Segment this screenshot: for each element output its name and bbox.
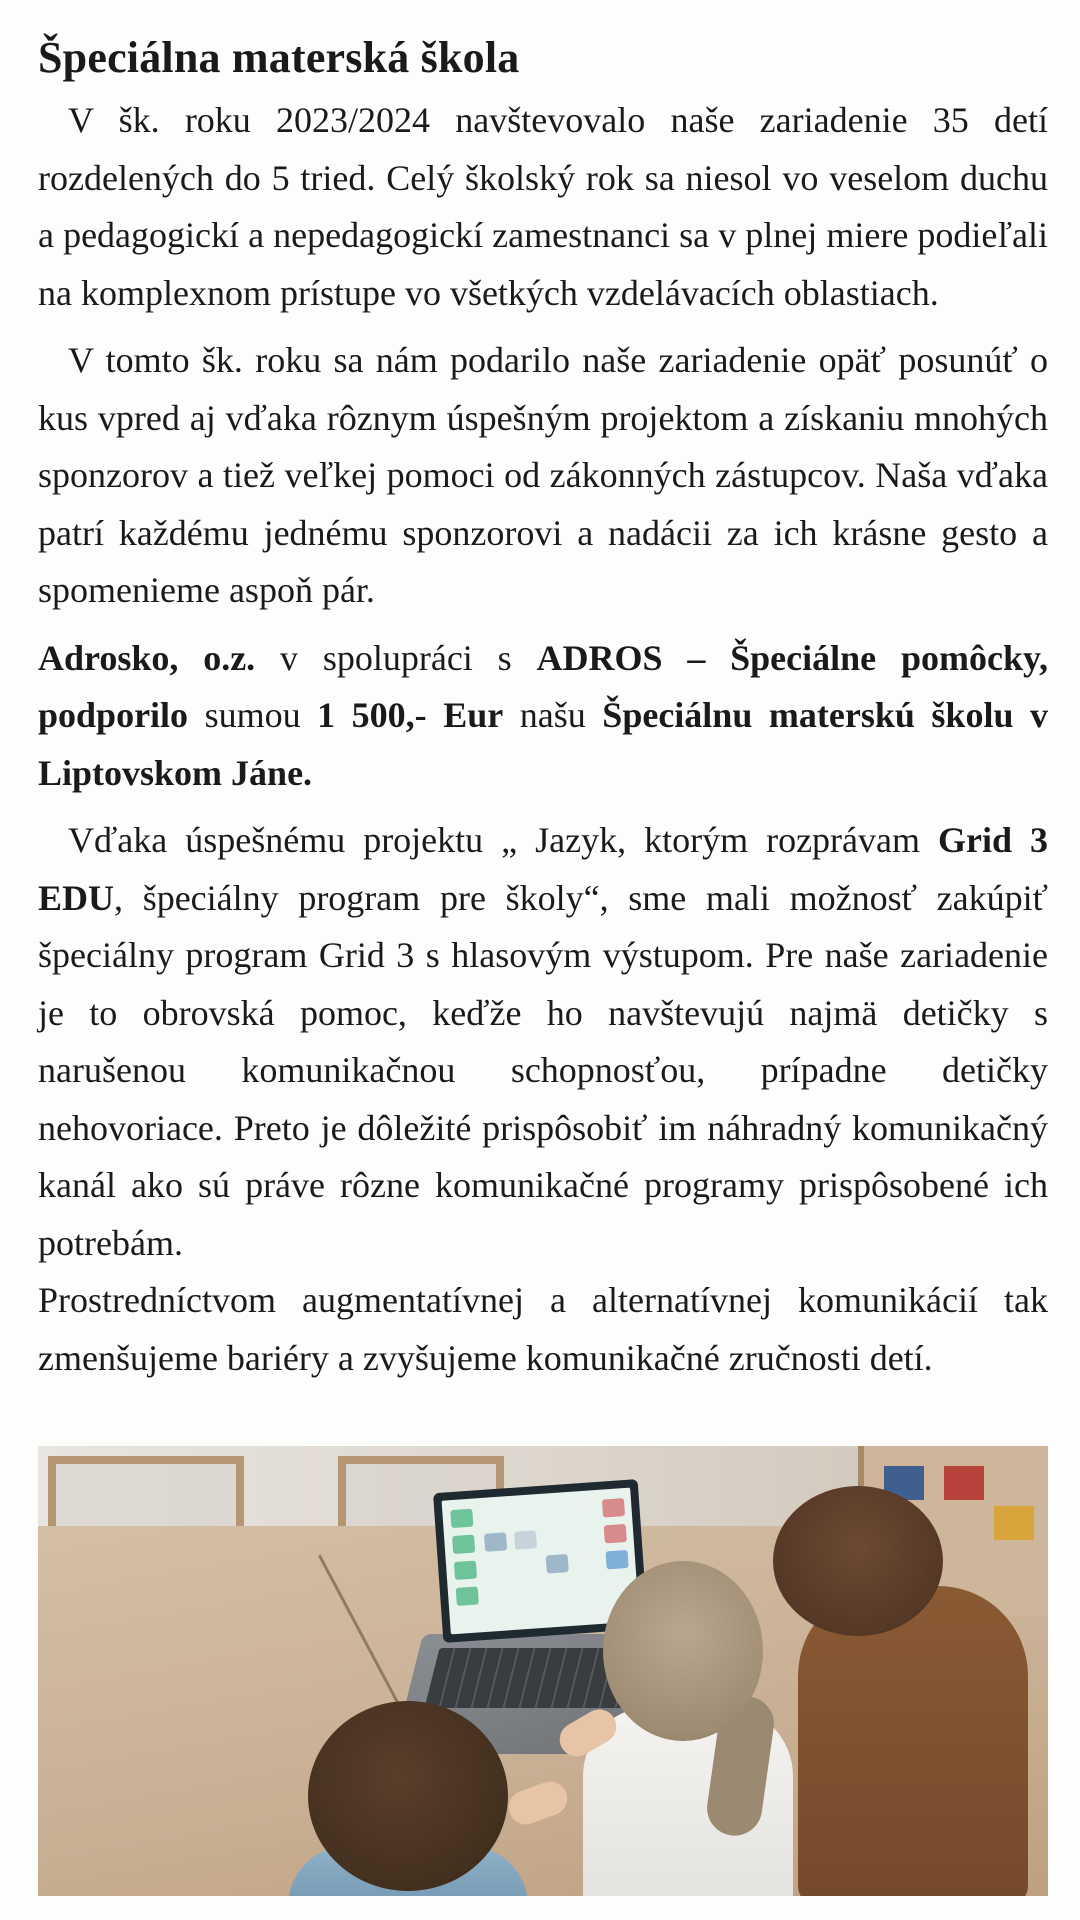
sponsor-name: Adrosko, o.z. [38, 637, 256, 678]
grid-product: Grid 3 EDU [38, 820, 1048, 918]
screen-tile [605, 1550, 628, 1569]
paragraph-intro: V šk. roku 2023/2024 navštevovalo naše zariadenie 35 detí rozdelených do 5 tried. Celý školský rok sa niesol vo veselom duchu a pedagogickí a nepedagogickí zamestnanci sa v plnej miere podieľali na komplexnom prístupe vo všetkých vzdelávacích oblastiach. [38, 100, 1048, 313]
screen-tile [454, 1561, 477, 1580]
screen-tile [604, 1524, 627, 1543]
shelf-box [994, 1506, 1034, 1540]
screen-tile [484, 1532, 507, 1551]
grid-text-1: Vďaka úspešnému projektu „ Jazyk, ktorým rozprávam [68, 820, 938, 860]
sponsor-amount: 1 500,- Eur [317, 695, 504, 735]
child-left-head [308, 1701, 508, 1891]
screen-tile [452, 1535, 475, 1554]
child-right-head [773, 1486, 943, 1636]
sponsor-text-1: v spolupráci s [255, 637, 537, 678]
screen-tile [514, 1530, 537, 1549]
children-laptop-photo [38, 1446, 1048, 1896]
paragraph-sponsor [38, 630, 1048, 803]
screen-tile [546, 1554, 569, 1573]
sponsor-text-3: našu [503, 695, 603, 735]
paragraph-projects: V tomto šk. roku sa nám podarilo naše zariadenie opäť posunúť o kus vpred aj vďaka rôznym úspešným projektom a získaniu mnohých sponzorov a tiež veľkej pomoci od zákonných zástupcov. Naša vďaka patrí každému jednému sponzorovi a nadácii za ich krásne gesto a spomenieme aspoň pár. [38, 340, 1048, 610]
screen-tile [456, 1586, 479, 1605]
paragraph-grid [38, 812, 1048, 1272]
grid-text-2: , špeciálny program pre školy“, sme mali možnosť zakúpiť špeciálny program Grid 3 s hlasovým výstupom. Pre naše zariadenie je to obrovská pomoc, keďže ho navštevujú najmä detičky s narušenou komunikačnou schopnosťou, prípadne detičky nehovoriace. Preto je dôležité prispôsobiť im náhradný komunikačný kanál ako sú práve rôzne komunikačné programy prispôsobené ich potrebám. [38, 877, 1048, 1263]
article-title: Špeciálna materská škola [38, 33, 520, 82]
screen-tile [602, 1498, 625, 1517]
paragraph-aac: Prostredníctvom augmentatívnej a alternatívnej komunikácií tak zmenšujeme bariéry a zvyšujeme komunikačné zručnosti detí. [38, 1280, 1048, 1378]
child-girl-head [603, 1561, 763, 1741]
article [38, 30, 1048, 1387]
shelf-box [944, 1466, 984, 1500]
screen-tile [450, 1509, 473, 1528]
sponsor-text-2: sumou [188, 695, 318, 735]
sponsor-school: Špeciálnu materskú školu v Liptovskom Jáne. [38, 695, 1048, 793]
sponsor-company: ADROS – Špeciálne pomôcky, podporilo [38, 637, 1048, 735]
